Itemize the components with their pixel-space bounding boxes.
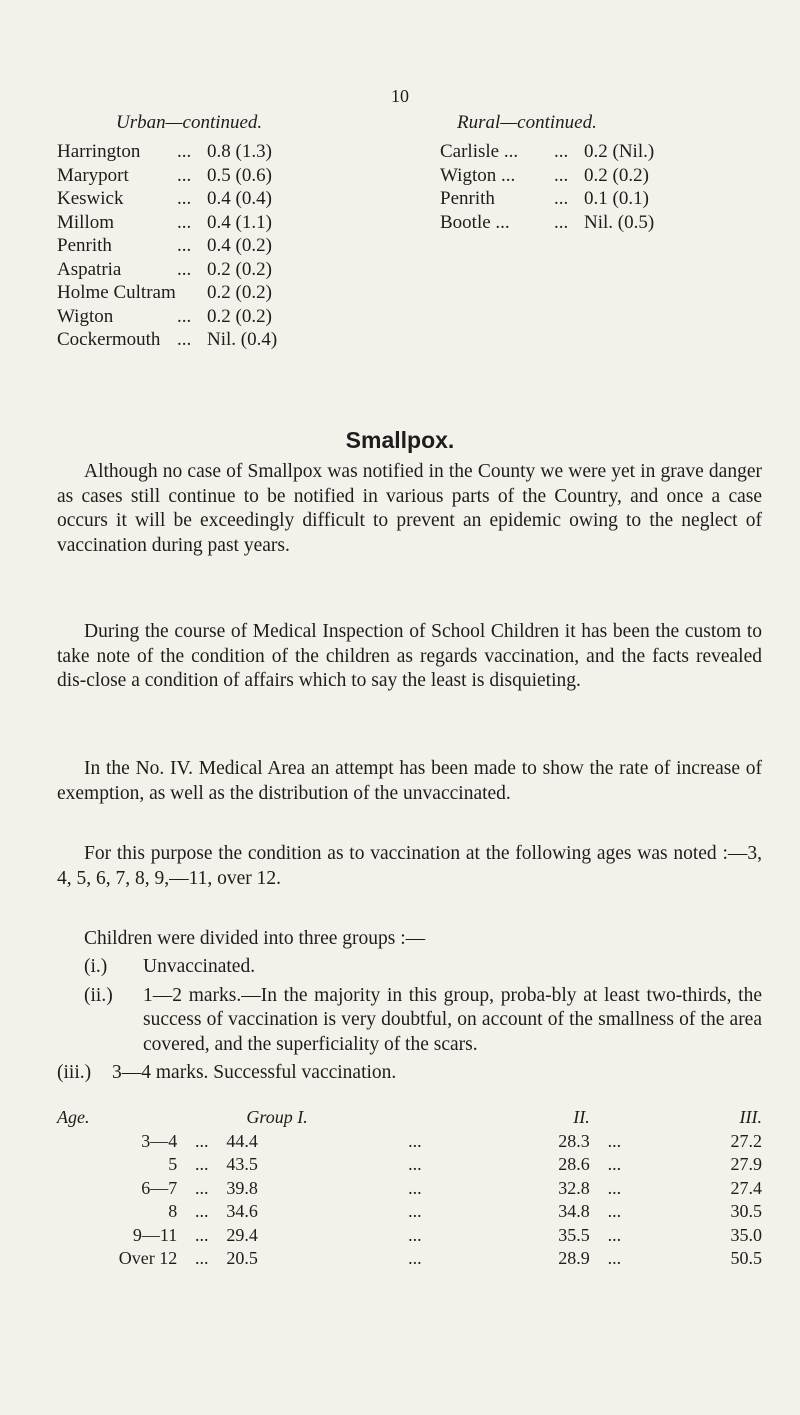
leader-dots: ... xyxy=(408,1201,422,1222)
district-value: 0.5 (0.6) xyxy=(207,164,272,186)
cell-group-2: 28.6 xyxy=(558,1154,590,1175)
list-item xyxy=(57,140,277,164)
list-item xyxy=(57,984,762,1058)
leader-dots: ... xyxy=(554,164,569,186)
list-item xyxy=(440,211,654,235)
list-item xyxy=(57,211,277,235)
header-group-3: III. xyxy=(739,1107,762,1128)
list-item xyxy=(57,164,277,188)
leader-dots: ... xyxy=(195,1248,209,1269)
rural-heading: Rural—continued. xyxy=(457,112,597,133)
list-item xyxy=(57,258,277,282)
leader-dots: ... xyxy=(607,1177,622,1198)
leader-dots: ... xyxy=(554,188,569,209)
rural-list xyxy=(440,140,654,234)
leader-dots: ... xyxy=(177,235,192,256)
leader-dots: ... xyxy=(177,211,192,233)
leader-dots: ... xyxy=(408,1177,422,1198)
district-value: 0.8 (1.3) xyxy=(207,141,272,162)
cell-age: 3—4 xyxy=(141,1130,178,1151)
leader-dots: ... xyxy=(195,1177,209,1198)
leader-dots: ... xyxy=(177,305,192,327)
table-row xyxy=(57,1224,762,1248)
cell-group-1: 20.5 xyxy=(226,1248,258,1269)
district-value: 0.2 (0.2) xyxy=(207,305,272,327)
list-item xyxy=(57,1061,762,1086)
list-item xyxy=(57,955,762,980)
district-name: Aspatria xyxy=(57,258,122,280)
cell-group-3: 27.9 xyxy=(730,1154,762,1175)
urban-heading: Urban—continued. xyxy=(116,112,263,133)
cell-group-1: 44.4 xyxy=(226,1130,258,1151)
district-value: 0.4 (0.2) xyxy=(207,235,272,256)
cell-group-3: 30.5 xyxy=(730,1201,762,1222)
table-row xyxy=(57,1153,762,1177)
leader-dots: ... xyxy=(177,188,192,209)
leader-dots: ... xyxy=(177,329,192,350)
list-item xyxy=(57,187,277,211)
district-name: Holme Cultram xyxy=(57,282,176,303)
header-group-1: Group I. xyxy=(246,1107,308,1128)
vaccination-table xyxy=(57,1106,762,1271)
leader-dots: ... xyxy=(195,1130,209,1151)
paragraph: During the course of Medical Inspection of School Children it has been the custom to take note of the condition of the children as regards vaccination, and the facts revealed dis-close a condition of affairs which to say the least is disquieting. xyxy=(57,621,762,691)
paragraph: For this purpose the condition as to vaccination at the following ages was noted :—3, 4, 5, 6, 7, 8, 9,—11, over 12. xyxy=(57,843,762,889)
paragraph: Children were divided into three groups :— xyxy=(84,928,426,949)
cell-group-1: 29.4 xyxy=(226,1224,258,1245)
cell-group-3: 27.4 xyxy=(730,1177,762,1198)
group-text: Unvaccinated. xyxy=(143,956,256,977)
cell-group-3: 27.2 xyxy=(730,1130,762,1151)
district-name: Penrith xyxy=(57,235,112,256)
district-value: Nil. (0.5) xyxy=(584,211,655,233)
cell-group-2: 34.8 xyxy=(558,1201,590,1222)
paragraph: In the No. IV. Medical Area an attempt has been made to show the rate of increase of exemption, as well as the distribution of the unvaccinated. xyxy=(57,758,762,804)
district-name: Keswick xyxy=(57,188,124,209)
cell-age: Over 12 xyxy=(118,1248,178,1269)
district-value: 0.2 (0.2) xyxy=(584,164,649,186)
district-value: Nil. (0.4) xyxy=(207,329,278,350)
group-number: (iii.) xyxy=(57,1062,92,1083)
cell-group-1: 43.5 xyxy=(226,1154,258,1175)
group-list xyxy=(57,955,762,1086)
district-name: Carlisle ... xyxy=(440,141,519,162)
urban-list xyxy=(57,140,277,352)
district-value: 0.1 (0.1) xyxy=(584,188,649,209)
cell-age: 8 xyxy=(168,1201,178,1222)
table-row xyxy=(57,1200,762,1224)
group-number: (ii.) xyxy=(84,984,113,1006)
list-item xyxy=(57,234,277,258)
leader-dots: ... xyxy=(177,258,192,280)
cell-group-3: 35.0 xyxy=(730,1224,762,1245)
leader-dots: ... xyxy=(607,1201,622,1222)
district-name: Wigton ... xyxy=(440,164,516,186)
leader-dots: ... xyxy=(607,1154,622,1175)
table-row xyxy=(57,1247,762,1271)
district-value: 0.2 (Nil.) xyxy=(584,141,655,162)
leader-dots: ... xyxy=(195,1201,209,1222)
leader-dots: ... xyxy=(408,1224,422,1245)
leader-dots: ... xyxy=(607,1130,622,1151)
district-name: Wigton xyxy=(57,305,114,327)
leader-dots: ... xyxy=(554,211,569,233)
leader-dots: ... xyxy=(408,1248,422,1269)
cell-group-2: 28.3 xyxy=(558,1130,590,1151)
cell-age: 5 xyxy=(168,1154,178,1175)
list-item xyxy=(440,187,654,211)
cell-group-2: 32.8 xyxy=(558,1177,590,1198)
district-value: 0.4 (0.4) xyxy=(207,188,272,209)
leader-dots: ... xyxy=(195,1154,209,1175)
header-group-2: II. xyxy=(573,1107,590,1128)
group-text: 3—4 marks. Successful vaccination. xyxy=(112,1062,397,1083)
leader-dots: ... xyxy=(177,164,192,186)
cell-age: 9—11 xyxy=(132,1224,178,1245)
page-number: 10 xyxy=(391,86,409,106)
cell-group-1: 34.6 xyxy=(226,1201,258,1222)
district-name: Penrith xyxy=(440,188,495,209)
list-item xyxy=(57,328,277,352)
cell-group-2: 35.5 xyxy=(558,1224,590,1245)
leader-dots: ... xyxy=(177,141,192,162)
group-text: 1—2 marks.—In the majority in this group, proba-bly at least two-thirds, the success of vaccination is very doubtful, on account of the smallness of the area covered, and the superficiality of the scars. xyxy=(143,984,762,1055)
table-row xyxy=(57,1130,762,1154)
table-header-row xyxy=(57,1106,762,1130)
district-name: Bootle ... xyxy=(440,211,510,233)
cell-group-2: 28.9 xyxy=(558,1248,590,1269)
list-item xyxy=(57,305,277,329)
leader-dots: ... xyxy=(607,1248,622,1269)
paragraph: Although no case of Smallpox was notified in the County we were yet in grave danger as cases still continue to be notified in various parts of the Country, and once a case occurs it will be exceedingly difficult to prevent an epidemic owing to the neglect of vaccination during past years. xyxy=(57,461,762,556)
cell-group-1: 39.8 xyxy=(226,1177,258,1198)
table-row xyxy=(57,1177,762,1201)
list-item xyxy=(440,140,654,164)
leader-dots: ... xyxy=(408,1130,422,1151)
leader-dots: ... xyxy=(195,1224,209,1245)
cell-group-3: 50.5 xyxy=(730,1248,762,1269)
district-name: Cockermouth xyxy=(57,329,161,350)
district-name: Maryport xyxy=(57,164,129,186)
district-value: 0.2 (0.2) xyxy=(207,258,272,280)
district-name: Harrington xyxy=(57,141,141,162)
group-number: (i.) xyxy=(84,956,108,977)
district-value: 0.4 (1.1) xyxy=(207,211,272,233)
leader-dots: ... xyxy=(554,141,569,162)
district-name: Millom xyxy=(57,211,115,233)
header-age: Age. xyxy=(57,1107,90,1128)
leader-dots: ... xyxy=(607,1224,622,1245)
district-value: 0.2 (0.2) xyxy=(207,282,272,303)
list-item xyxy=(440,164,654,188)
leader-dots: ... xyxy=(408,1154,422,1175)
cell-age: 6—7 xyxy=(141,1177,178,1198)
list-item xyxy=(57,281,277,305)
section-title: Smallpox. xyxy=(345,427,455,453)
